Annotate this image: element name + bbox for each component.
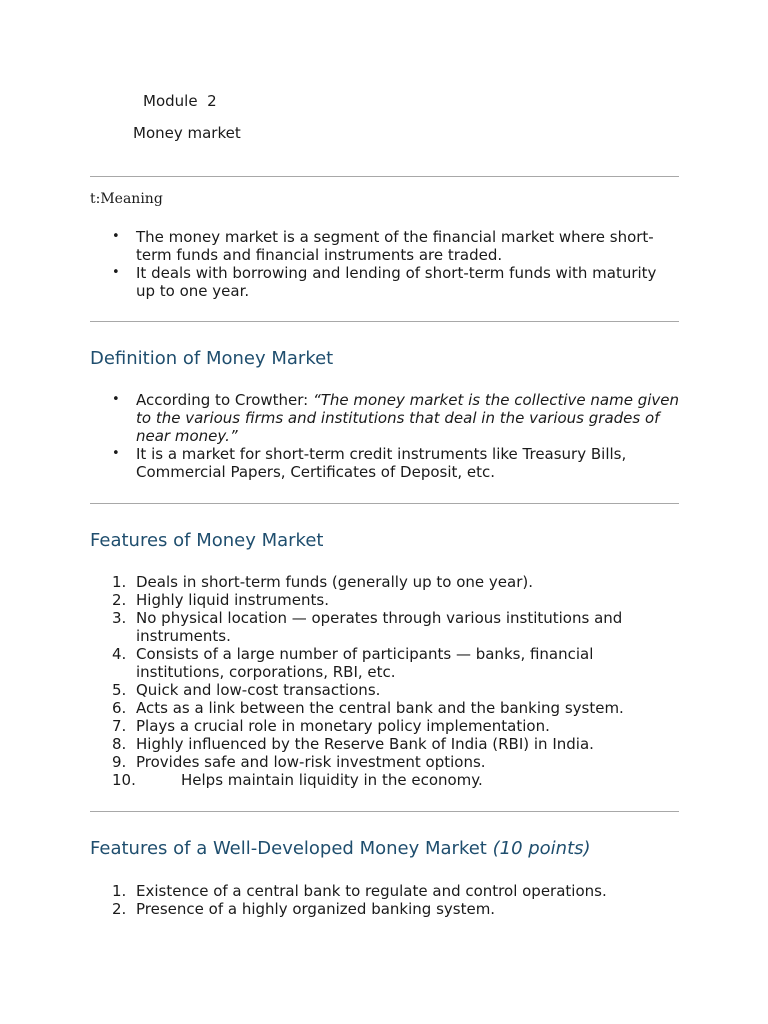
- list-item: [0, 753, 680, 771]
- feature-text: Deals in short-term funds (generally up to one year).: [136, 573, 533, 591]
- list-item: [0, 699, 680, 717]
- bullet-icon: •: [112, 446, 120, 461]
- list-item: [0, 882, 680, 900]
- crowther-quote: “The money market is the collective name given to the various firms and institutions that deal in the various grades of near money.”: [136, 391, 680, 445]
- bullet-icon: •: [112, 392, 120, 407]
- divider: [90, 176, 679, 177]
- features-heading: Features of Money Market: [90, 530, 324, 551]
- feature-text: Provides safe and low-risk investment options.: [136, 753, 486, 771]
- item-number: 9.: [112, 753, 127, 771]
- bullet-icon: •: [112, 229, 120, 244]
- list-item: [0, 735, 680, 753]
- well-developed-heading-note: (10 points): [492, 838, 591, 859]
- feature-text: No physical location — operates through various institutions and instruments.: [136, 609, 623, 645]
- feature-text: Existence of a central bank to regulate and control operations.: [136, 882, 607, 900]
- list-item: [0, 681, 680, 699]
- definition-heading: Definition of Money Market: [90, 348, 334, 369]
- feature-text: Highly influenced by the Reserve Bank of India (RBI) in India.: [136, 735, 594, 753]
- definition-item-text: It is a market for short-term credit instruments like Treasury Bills, Commercial Papers, Certificates of Deposit, etc.: [136, 445, 627, 481]
- item-number: 8.: [112, 735, 127, 753]
- item-number: 3.: [112, 609, 127, 627]
- item-number: 10.: [112, 771, 136, 789]
- list-item: [0, 591, 680, 609]
- item-number: 2.: [112, 900, 127, 918]
- list-item: [0, 900, 680, 918]
- definition-list: [0, 391, 680, 481]
- feature-text: Presence of a highly organized banking system.: [136, 900, 496, 918]
- list-item: [0, 573, 680, 591]
- definition-item-prefix: According to Crowther:: [136, 391, 313, 409]
- bullet-icon: •: [112, 265, 120, 280]
- item-number: 5.: [112, 681, 127, 699]
- item-number: 6.: [112, 699, 127, 717]
- meaning-list: [0, 228, 680, 300]
- list-item: [0, 264, 680, 300]
- list-item: [0, 717, 680, 735]
- feature-text: Helps maintain liquidity in the economy.: [181, 771, 483, 789]
- divider: [90, 321, 679, 322]
- item-number: 2.: [112, 591, 127, 609]
- item-number: 1.: [112, 573, 127, 591]
- feature-text: Plays a crucial role in monetary policy implementation.: [136, 717, 550, 735]
- feature-text: Acts as a link between the central bank and the banking system.: [136, 699, 624, 717]
- module-title: Module 2: [143, 92, 217, 110]
- list-item: [0, 391, 680, 445]
- meaning-label: t:Meaning: [90, 191, 163, 207]
- list-item: [0, 228, 680, 264]
- list-item: [0, 609, 680, 645]
- meaning-item-text: The money market is a segment of the financial market where short-term funds and financial instruments are traded.: [136, 228, 654, 264]
- meaning-item-text: It deals with borrowing and lending of short-term funds with maturity up to one year.: [136, 264, 657, 300]
- feature-text: Consists of a large number of participants — banks, financial institutions, corporations, RBI, etc.: [136, 645, 594, 681]
- list-item: [0, 445, 680, 481]
- divider: [90, 503, 679, 504]
- well-developed-heading-text: Features of a Well-Developed Money Market: [90, 838, 487, 859]
- list-item: [0, 771, 680, 789]
- feature-text: Highly liquid instruments.: [136, 591, 329, 609]
- item-number: 4.: [112, 645, 127, 663]
- module-subtitle: Money market: [133, 124, 241, 142]
- features-list: [0, 573, 680, 789]
- item-number: 7.: [112, 717, 127, 735]
- item-number: 1.: [112, 882, 127, 900]
- list-item: [0, 645, 680, 681]
- divider: [90, 811, 679, 812]
- feature-text: Quick and low-cost transactions.: [136, 681, 381, 699]
- well-developed-heading: [90, 838, 591, 859]
- well-developed-list: [0, 882, 680, 918]
